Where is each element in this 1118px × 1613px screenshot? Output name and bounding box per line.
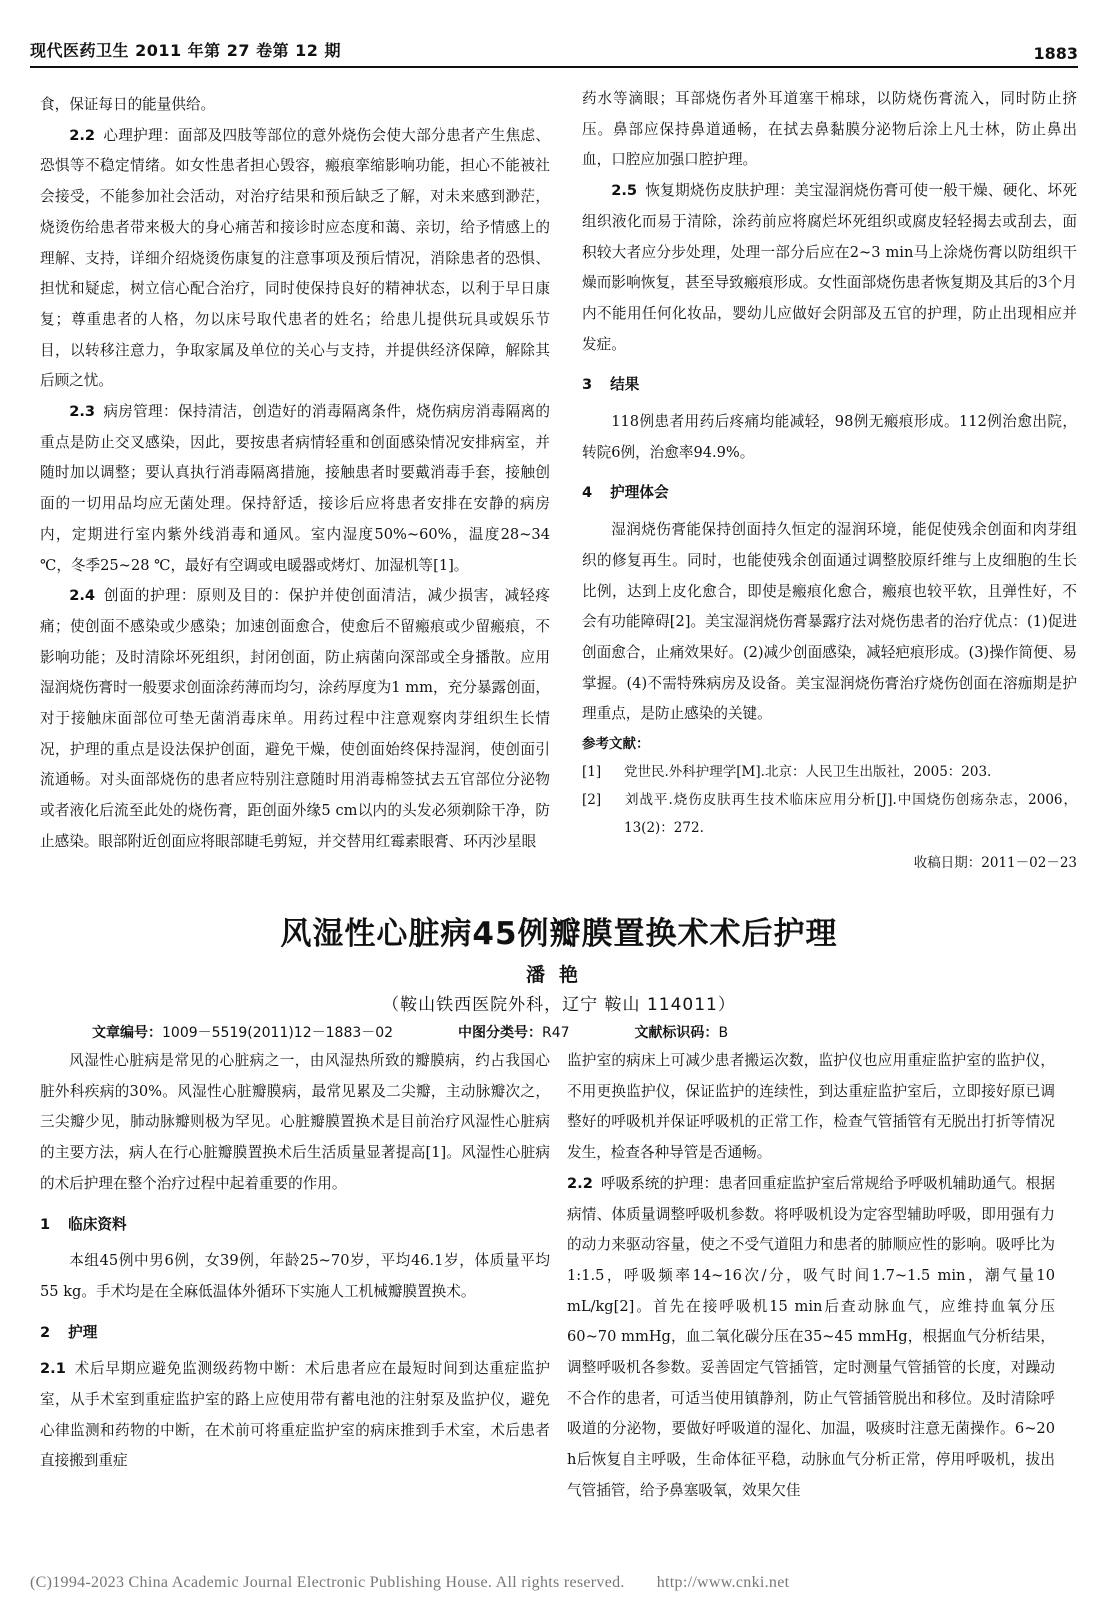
affiliation: （鞍山铁西医院外科，辽宁 鞍山 114011） — [382, 995, 736, 1015]
section-2-4 — [40, 581, 550, 857]
section-number: 2.2 — [567, 1174, 593, 1192]
section-text: 呼吸系统的护理：患者回重症监护室后常规给予呼吸机辅助通气。根据病情、体质量调整呼吸机参数。将呼吸机设为定容型辅助呼吸，即用强有力的动力来驱动容量，使之不受气道阻力和患者的肺顺应性的影响。吸呼比为1:1.5，呼吸频率14~16次/分，吸气时间1.7~1.5 min，潮气量10 mL/kg[2]。首先在接呼吸机15 min后查动脉血气，应维持血氧分压60~70 mmHg，血二氧化碳分压在35~45 mmHg，根据血气分析结果，调整呼吸机各参数。妥善固定气管插管，定时测量气管插管的长度，对躁动不合作的患者，可适当使用镇静剂，防止气管插管脱出和移位。及时清除呼吸道的分泌物，要做好呼吸道的湿化、加温，吸痰时注意无菌操作。6~20 h后恢复自主呼吸，生命体征平稳，动脉血气分析正常，停用呼吸机，拔出气管插管，给予鼻塞吸氧，效果欠佳 — [567, 1174, 1055, 1499]
paragraph-continued: 食，保证每日的能量供给。 — [40, 96, 216, 113]
section-2-1 — [40, 1354, 550, 1477]
reference-text: 刘战平.烧伤皮肤再生技术临床应用分析[J].中国烧伤创疡杂志，2006，13(2)：272. — [624, 792, 1077, 837]
reference-number: [2] — [582, 792, 602, 809]
section-2-heading — [40, 1318, 550, 1349]
page-number: 1883 — [1033, 44, 1078, 63]
section-text: 创面的护理：原则及目的：保护并使创面清洁，减少损害，减轻疼痛；使创面不感染或少感染；加速创面愈合，使愈后不留瘢痕或少留瘢痕，不影响功能；及时清除坏死组织，封闭创面，防止病菌向深部或全身播散。应用湿润烧伤膏时一般要求创面涂药薄而均匀，涂药厚度为1 mm，充分暴露创面，对于接触床面部位可垫无菌消毒床单。用药过程中注意观察肉芽组织生长情况，护理的重点是设法保护创面，避免干燥，使创面始终保持湿润，使创面引流通畅。对头面部烧伤的患者应特别注意随时用消毒棉签拭去五官部位分泌物或者液化后流至此处的烧伤膏，距创面外缘5 cm以内的头发必须剃除干净，防止感染。眼部附近创面应将眼部睫毛剪短，并交替用红霉素眼膏、环丙沙星眼 — [40, 587, 550, 850]
section-3-text: 118例患者用药后疼痛均能减轻，98例无瘢痕形成。112例治愈出院，转院6例，治愈率94.9%。 — [582, 413, 1077, 461]
copyright-text: (C)1994-2023 China Academic Journal Electronic Publishing House. All rights reserved. — [30, 1574, 625, 1591]
section-title: 临床资料 — [68, 1215, 127, 1233]
section-number: 2.2 — [69, 126, 96, 144]
section-number: 2.4 — [69, 587, 96, 605]
header-rule — [30, 66, 1078, 68]
section-number: 1 — [40, 1215, 51, 1233]
lower-left-column — [40, 1046, 550, 1477]
upper-right-column — [582, 84, 1077, 879]
section-1-heading — [40, 1210, 550, 1241]
section-text: 恢复期烧伤皮肤护理：美宝湿润烧伤膏可使一般干燥、硬化、坏死组织液化而易于清除，涂药前应将腐烂坏死组织或腐皮轻轻揭去或刮去，面积较大者应分步处理，处理一部分后应在2~3 min马上涂烧伤膏以防组织干燥而影响恢复，甚至导致瘢痕形成。女性面部烧伤患者恢复期及其后的3个月内不能用任何化妆品，婴幼儿应做好会阴部及五官的护理，防止出现相应并发症。 — [582, 182, 1077, 353]
cnki-url[interactable]: http://www.cnki.net — [656, 1574, 790, 1591]
section-4-text: 湿润烧伤膏能保持创面持久恒定的湿润环境，能促使残余创面和肉芽组织的修复再生。同时，也能使残余创面通过调整胶原纤维与上皮细胞的生长比例，达到上皮化愈合，即使是瘢痕化愈合，瘢痕也较平软，且弹性好，不会有功能障碍[2]。美宝湿润烧伤膏暴露疗法对烧伤患者的治疗优点：(1)促进创面愈合，止痛效果好。(2)减少创面感染，减轻疤痕形成。(3)操作简便、易掌握。(4)不需特殊病房及设备。美宝湿润烧伤膏治疗烧伤创面在溶痂期是护理重点，是防止感染的关键。 — [582, 521, 1077, 723]
paragraph-continued: 药水等滴眼；耳部烧伤者外耳道塞干棉球，以防烧伤膏流入，同时防止挤压。鼻部应保持鼻道通畅，在拭去鼻黏膜分泌物后涂上凡士林，防止鼻出血，口腔应加强口腔护理。 — [582, 90, 1077, 169]
section-title: 护理 — [68, 1323, 98, 1341]
article-title: 风湿性心脏病45例瓣膜置换术术后护理 — [280, 916, 838, 952]
article-number: 1009－5519(2011)12－1883－02 — [162, 1025, 394, 1041]
copyright-footer — [30, 1574, 789, 1592]
section-text: 病房管理：保持清洁，创造好的消毒隔离条件，烧伤病房消毒隔离的重点是防止交叉感染，因此，要按患者病情轻重和创面感染情况安排病室，并随时加以调整；要认真执行消毒隔离措施，接触患者时要戴消毒手套，接触创面的一切用品均应无菌处理。保持舒适，接诊后应将患者安排在安静的病房内，定期进行室内紫外线消毒和通风。室内湿度50%~60%，温度28~34 ℃，冬季25~28 ℃，最好有空调或电暖器或烤灯、加湿机等[1]。 — [40, 403, 550, 574]
section-number: 3 — [582, 376, 593, 394]
section-2-2 — [40, 121, 550, 397]
paragraph-continued: 监护室的病床上可减少患者搬运次数，监护仪也应用重症监护室的监护仪，不用更换监护仪，保证监护的连续性，到达重症监护室后，立即接好原已调整好的呼吸机并保证呼吸机的正常工作，检查气管插管有无脱出打折等情况发生，检查各种导管是否通畅。 — [567, 1052, 1055, 1162]
document-code-label: 文献标识码： — [634, 1025, 719, 1041]
received-date: 收稿日期：2011－02－23 — [913, 855, 1077, 872]
section-number: 4 — [582, 484, 593, 502]
section-title: 结果 — [610, 376, 640, 394]
author: 潘艳 — [525, 964, 592, 986]
references-heading: 参考文献： — [582, 736, 650, 753]
article-metadata — [92, 1022, 728, 1042]
section-2-3 — [40, 397, 550, 581]
upper-left-column — [40, 90, 550, 858]
lower-right-column — [567, 1046, 1055, 1507]
section-number: 2.1 — [40, 1360, 66, 1378]
section-1-text: 本组45例中男6例，女39例，年龄25~70岁，平均46.1岁，体质量平均55 kg。手术均是在全麻低温体外循环下实施人工机械瓣膜置换术。 — [40, 1252, 550, 1300]
section-2-5 — [582, 176, 1077, 360]
reference-item — [582, 786, 1077, 842]
section-text: 心理护理：面部及四肢等部位的意外烧伤会使大部分患者产生焦虑、恐惧等不稳定情绪。如女性患者担心毁容，瘢痕挛缩影响功能，担心不能被社会接受，不能参加社会活动，对治疗结果和预后缺乏了解，对未来感到渺茫，烧烫伤给患者带来极大的身心痛苦和接诊时应态度和蔼、亲切，给予情感上的理解、支持，详细介绍烧烫伤康复的注意事项及预后情况，消除患者的恐惧、担忧和疑虑，树立信心配合治疗，同时使保持良好的精神状态，以利于早日康复；尊重患者的人格，勿以床号取代患者的姓名；给患儿提供玩具或娱乐节目，以转移注意力，争取家属及单位的关心与支持，并提供经济保障，解除其后顾之忧。 — [40, 126, 550, 390]
section-number: 2.5 — [611, 182, 638, 200]
section-number: 2 — [40, 1323, 51, 1341]
journal-header: 现代医药卫生 2011 年第 27 卷第 12 期 — [30, 41, 341, 60]
document-code: B — [718, 1025, 729, 1041]
section-2-2-breathing — [567, 1169, 1055, 1507]
section-3-heading — [582, 370, 1077, 401]
section-text: 术后早期应避免监测级药物中断：术后患者应在最短时间到达重症监护室，从手术室到重症监护室的路上应使用带有蓄电池的注射泵及监护仪，避免心律监测和药物的中断，在术前可将重症监护室的病床推到手术室，术后患者直接搬到重症 — [40, 1360, 550, 1470]
article-number-label: 文章编号： — [92, 1025, 162, 1041]
section-4-heading — [582, 478, 1077, 509]
reference-item — [582, 758, 1077, 786]
clc-label: 中图分类号： — [457, 1025, 542, 1041]
clc-number: R47 — [541, 1025, 570, 1041]
reference-number: [1] — [582, 764, 602, 781]
intro-paragraph: 风湿性心脏病是常见的心脏病之一，由风湿热所致的瓣膜病，约占我国心脏外科疾病的30%。风湿性心脏瓣膜病，最常见累及二尖瓣，主动脉瓣次之，三尖瓣少见，肺动脉瓣则极为罕见。心脏瓣膜置换术是目前治疗风湿性心脏病的主要方法，病人在行心脏瓣膜置换术后生活质量显著提高[1]。风湿性心脏病的术后护理在整个治疗过程中起着重要的作用。 — [40, 1052, 550, 1192]
section-title: 护理体会 — [610, 484, 669, 502]
section-number: 2.3 — [69, 403, 96, 421]
reference-text: 党世民.外科护理学[M].北京：人民卫生出版社，2005：203. — [624, 764, 992, 781]
